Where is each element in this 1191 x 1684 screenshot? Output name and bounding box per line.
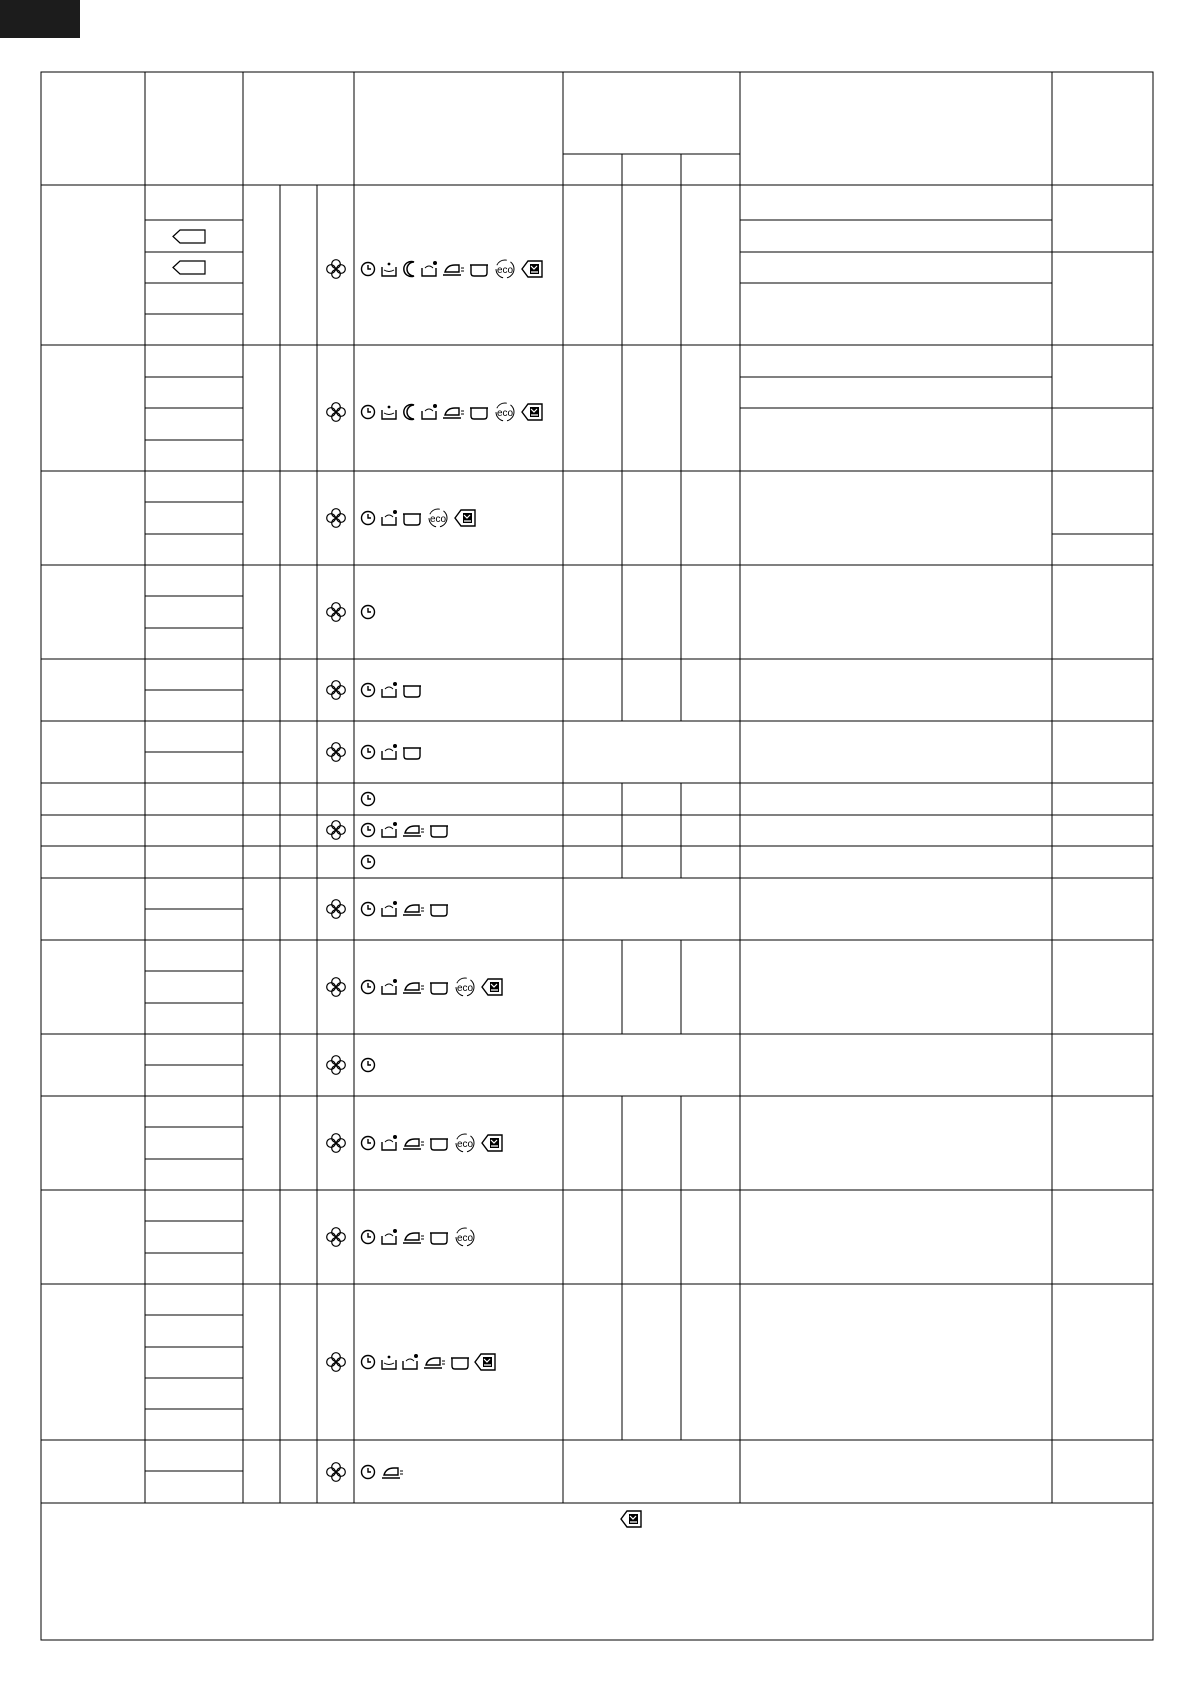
night-icon [401, 402, 417, 422]
easy-iron-icon [401, 977, 425, 997]
options-strip [359, 506, 477, 530]
extra-rinse-icon [380, 742, 398, 762]
steam-icon [468, 259, 490, 279]
eco-icon [493, 402, 518, 422]
options-strip [359, 1131, 504, 1155]
timer-icon [359, 852, 377, 872]
timer-icon [359, 402, 377, 422]
steam-icon [428, 1227, 450, 1247]
options-strip [359, 1053, 377, 1077]
timer-icon [359, 789, 377, 809]
options-strip [359, 818, 450, 842]
extra-rinse-icon [380, 1133, 398, 1153]
fan-icon [325, 1226, 347, 1248]
fan-icon [325, 976, 347, 998]
eco-icon [453, 1227, 478, 1247]
fan-icon [325, 898, 347, 920]
extra-rinse-icon [420, 259, 438, 279]
fan-icon [325, 601, 347, 623]
fan-icon [325, 1351, 347, 1373]
timer-icon [359, 742, 377, 762]
fan-icon [325, 679, 347, 701]
stain-icon [454, 508, 477, 528]
timer-icon [359, 1133, 377, 1153]
steam-icon [401, 680, 423, 700]
fan-icon [325, 401, 347, 423]
easy-iron-icon [401, 899, 425, 919]
options-strip [359, 600, 377, 624]
extra-rinse-icon [380, 820, 398, 840]
night-icon [401, 259, 417, 279]
fan-icon [325, 1054, 347, 1076]
prewash-icon [380, 402, 398, 422]
stain-icon [474, 1352, 497, 1372]
timer-icon [359, 899, 377, 919]
options-strip [359, 257, 544, 281]
steam-icon [428, 820, 450, 840]
prewash-icon [380, 259, 398, 279]
timer-icon [359, 1227, 377, 1247]
options-strip [359, 740, 423, 764]
options-strip [359, 897, 450, 921]
steam-icon [401, 742, 423, 762]
extra-rinse-icon [380, 508, 398, 528]
tag-icon [172, 229, 206, 244]
stain-icon [521, 259, 544, 279]
options-strip [359, 787, 377, 811]
tag-icon [172, 260, 206, 275]
options-strip [359, 400, 544, 424]
steam-icon [428, 1133, 450, 1153]
extra-rinse-icon [380, 680, 398, 700]
timer-icon [359, 1462, 377, 1482]
eco-icon [493, 259, 518, 279]
steam-icon [428, 977, 450, 997]
steam-icon [428, 899, 450, 919]
extra-rinse-icon [380, 977, 398, 997]
easy-iron-icon [422, 1352, 446, 1372]
extra-rinse-icon [401, 1352, 419, 1372]
timer-icon [359, 1055, 377, 1075]
fan-icon [325, 819, 347, 841]
timer-icon [359, 259, 377, 279]
steam-icon [401, 508, 423, 528]
stain-icon [521, 402, 544, 422]
options-strip [359, 975, 504, 999]
stain-icon [481, 1133, 504, 1153]
stain-icon [620, 1509, 644, 1529]
timer-icon [359, 508, 377, 528]
prewash-icon [380, 1352, 398, 1372]
timer-icon [359, 1352, 377, 1372]
eco-icon [453, 1133, 478, 1153]
steam-icon [449, 1352, 471, 1372]
timer-icon [359, 977, 377, 997]
options-strip [359, 850, 377, 874]
options-strip [359, 1225, 478, 1249]
extra-rinse-icon [380, 1227, 398, 1247]
easy-iron-icon [441, 402, 465, 422]
eco-icon [426, 508, 451, 528]
stain-icon [481, 977, 504, 997]
easy-iron-icon [401, 1227, 425, 1247]
fan-icon [325, 507, 347, 529]
easy-iron-icon [401, 1133, 425, 1153]
timer-icon [359, 820, 377, 840]
extra-rinse-icon [380, 899, 398, 919]
fan-icon [325, 741, 347, 763]
timer-icon [359, 602, 377, 622]
timer-icon [359, 680, 377, 700]
fan-icon [325, 1132, 347, 1154]
eco-icon [453, 977, 478, 997]
options-strip [359, 1460, 404, 1484]
fan-icon [325, 1461, 347, 1483]
easy-iron-icon [380, 1462, 404, 1482]
easy-iron-icon [441, 259, 465, 279]
easy-iron-icon [401, 820, 425, 840]
options-strip [359, 1350, 497, 1374]
options-strip [359, 678, 423, 702]
steam-icon [468, 402, 490, 422]
extra-rinse-icon [420, 402, 438, 422]
fan-icon [325, 258, 347, 280]
